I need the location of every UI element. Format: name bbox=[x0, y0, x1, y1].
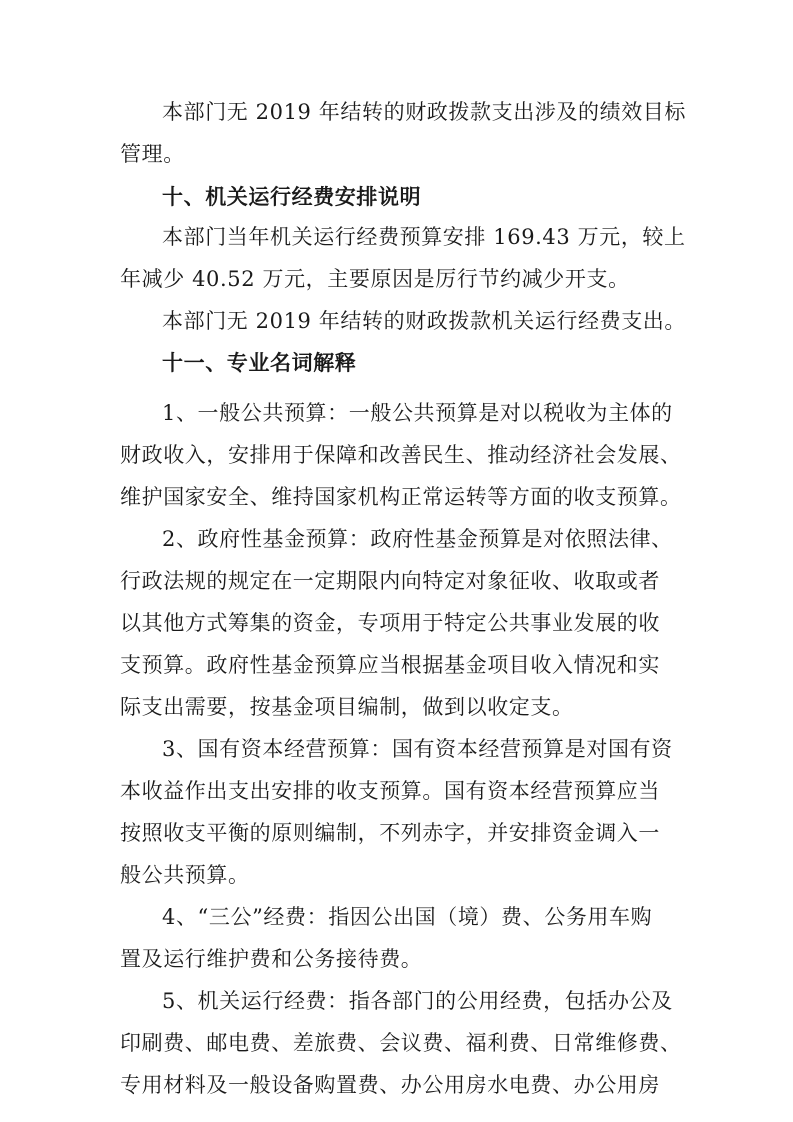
paragraph-line: 支预算。政府性基金预算应当根据基金项目收入情况和实 bbox=[120, 653, 660, 677]
paragraph-line: 行政法规的规定在一定期限内向特定对象征收、收取或者 bbox=[120, 569, 660, 593]
paragraph-line: 般公共预算。 bbox=[120, 863, 250, 887]
paragraph-line: 按照收支平衡的原则编制，不列赤字，并安排资金调入一 bbox=[120, 821, 660, 845]
paragraph-line: 1、一般公共预算：一般公共预算是对以税收为主体的 bbox=[162, 401, 673, 425]
paragraph-line: 5、机关运行经费：指各部门的公用经费，包括办公及 bbox=[162, 989, 673, 1013]
paragraph-line: 以其他方式筹集的资金，专项用于特定公共事业发展的收 bbox=[120, 611, 660, 635]
paragraph-line: 本收益作出支出安排的收支预算。国有资本经营预算应当 bbox=[120, 779, 660, 803]
section-heading: 十、机关运行经费安排说明 bbox=[162, 184, 422, 209]
paragraph-line: 印刷费、邮电费、差旅费、会议费、福利费、日常维修费、 bbox=[120, 1031, 682, 1055]
paragraph-line: 年减少 40.52 万元，主要原因是厉行节约减少开支。 bbox=[120, 267, 630, 291]
paragraph-line: 置及运行维护费和公务接待费。 bbox=[120, 947, 423, 971]
paragraph-line: 管理。 bbox=[120, 142, 185, 166]
paragraph-line: 本部门当年机关运行经费预算安排 169.43 万元，较上 bbox=[162, 225, 686, 249]
paragraph-line: 财政收入，安排用于保障和改善民生、推动经济社会发展、 bbox=[120, 443, 682, 467]
section-heading: 十一、专业名词解释 bbox=[162, 350, 357, 375]
paragraph-line: 4、“三公”经费：指因公出国（境）费、公务用车购 bbox=[162, 905, 653, 929]
paragraph-line: 3、国有资本经营预算：国有资本经营预算是对国有资 bbox=[162, 737, 673, 761]
paragraph-line: 本部门无 2019 年结转的财政拨款机关运行经费支出。 bbox=[162, 309, 686, 333]
paragraph-line: 专用材料及一般设备购置费、办公用房水电费、办公用房 bbox=[120, 1073, 660, 1097]
paragraph-line: 本部门无 2019 年结转的财政拨款支出涉及的绩效目标 bbox=[162, 100, 686, 124]
paragraph-line: 2、政府性基金预算：政府性基金预算是对依照法律、 bbox=[162, 527, 673, 551]
paragraph-line: 际支出需要，按基金项目编制，做到以收定支。 bbox=[120, 695, 574, 719]
paragraph-line: 维护国家安全、维持国家机构正常运转等方面的收支预算。 bbox=[120, 485, 682, 509]
